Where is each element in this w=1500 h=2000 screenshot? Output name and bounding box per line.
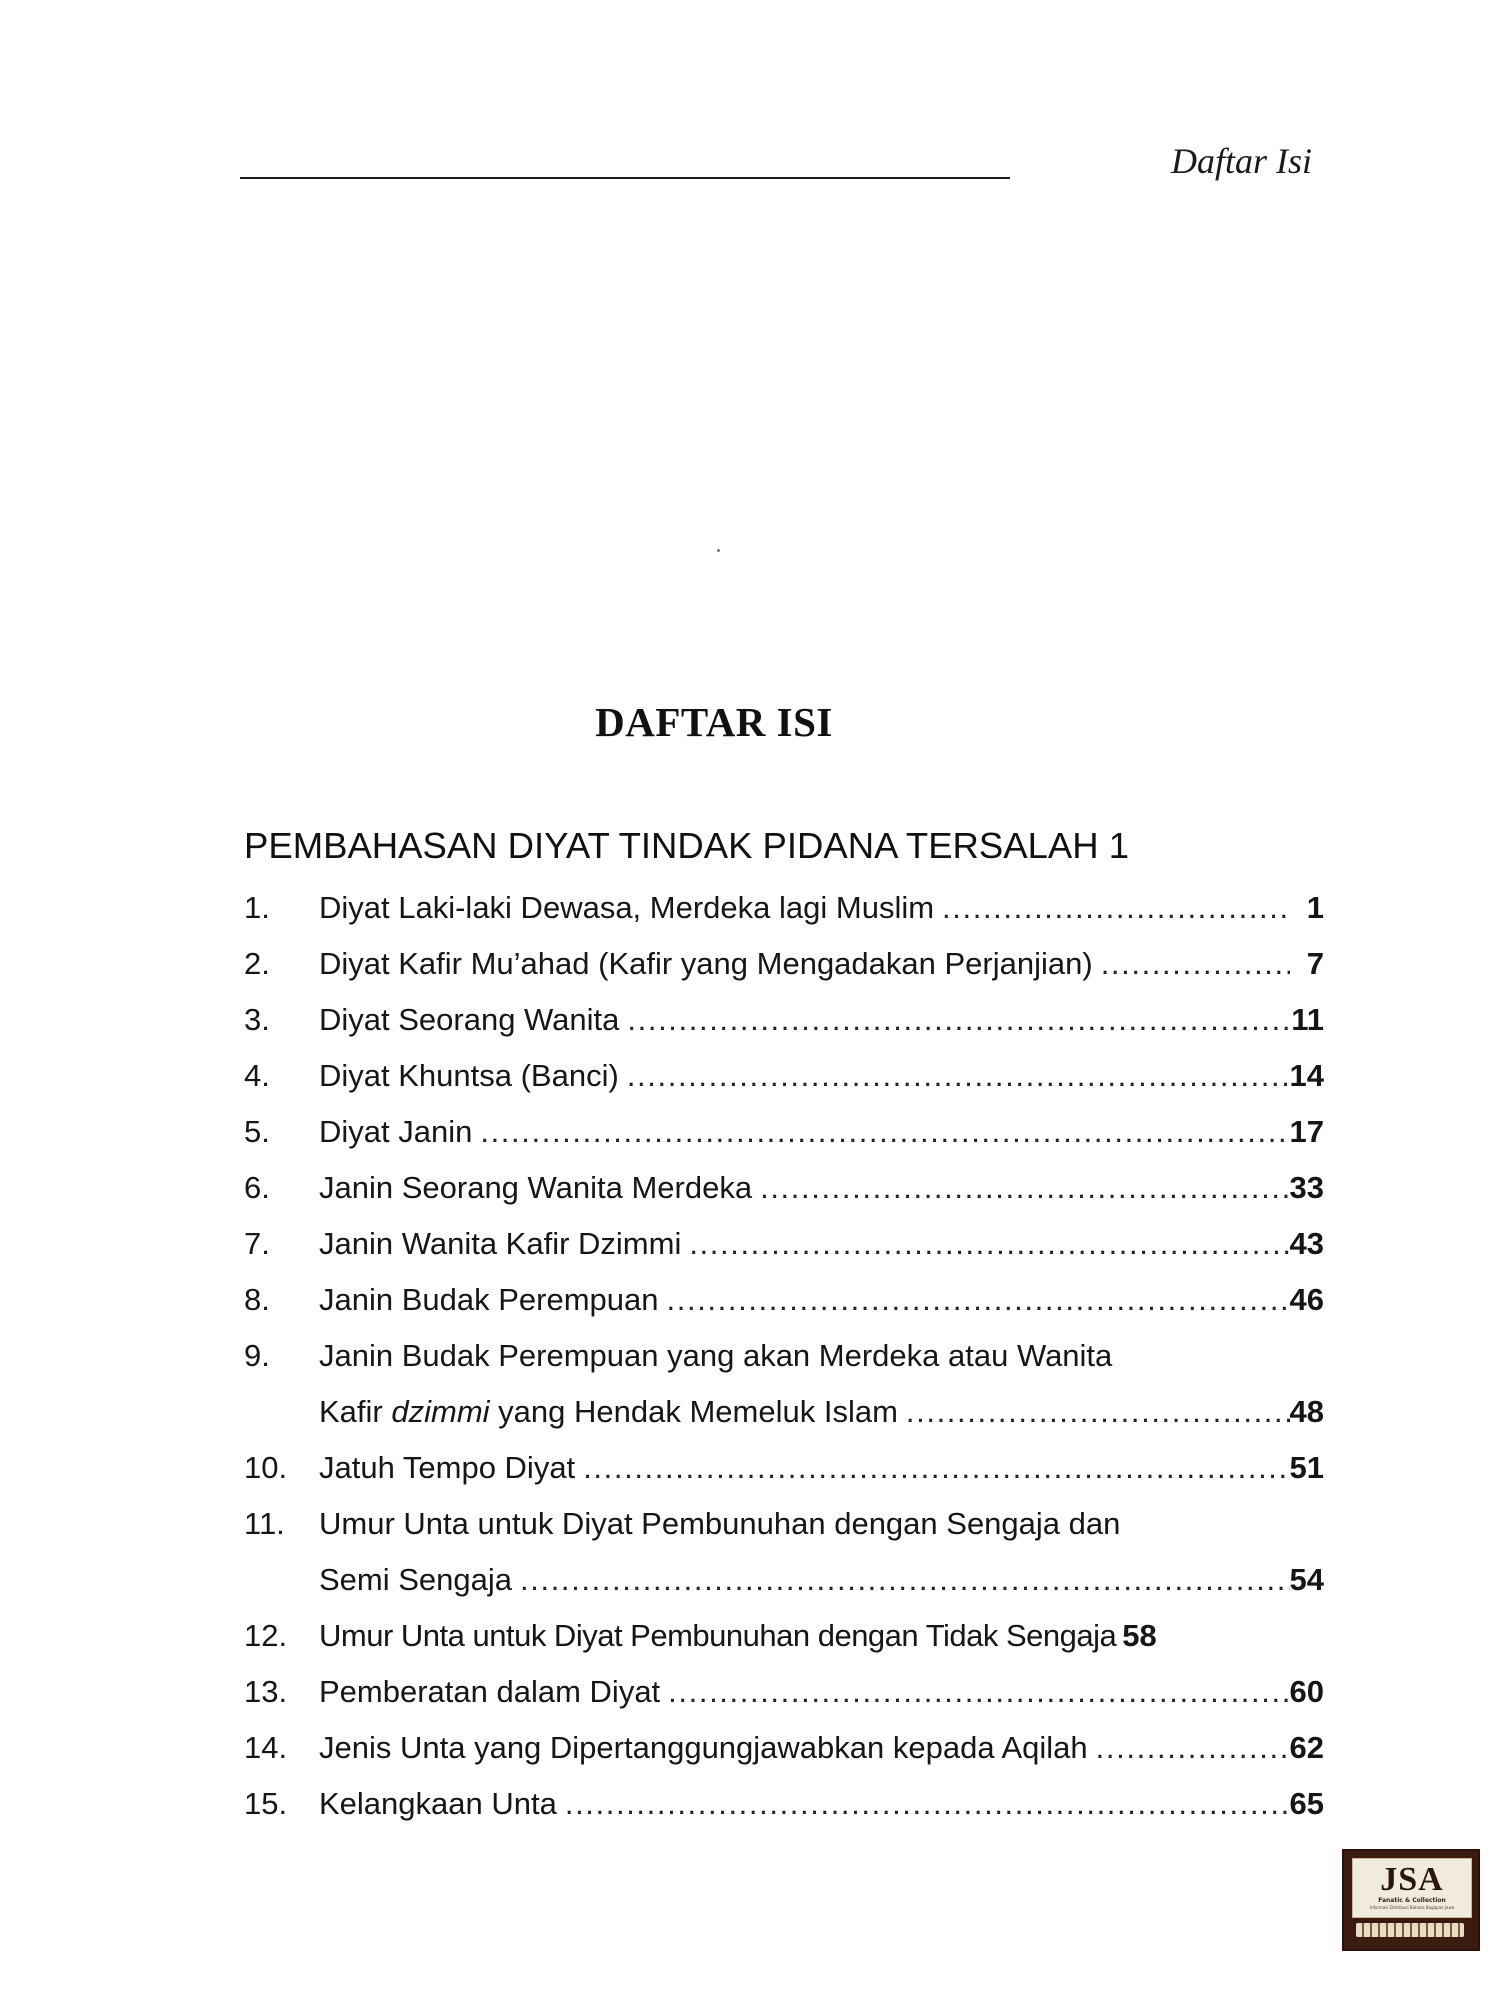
toc-entry-number: 3. xyxy=(244,1002,270,1037)
toc-entry-number: 13. xyxy=(244,1674,288,1709)
toc-entry-1[interactable] xyxy=(244,880,1324,936)
dot-leader xyxy=(472,1104,1289,1160)
toc-page-number: 51 xyxy=(1289,1450,1324,1485)
toc-entry-15[interactable] xyxy=(244,1776,1324,1832)
dot-leader xyxy=(512,1552,1290,1608)
toc-entry-number: 6. xyxy=(244,1170,270,1205)
dot-leader xyxy=(752,1160,1289,1216)
table-of-contents xyxy=(244,880,1324,1832)
keyboard-icon xyxy=(1356,1923,1464,1937)
dot-leader xyxy=(660,1664,1289,1720)
toc-entry-title: Janin Wanita Kafir Dzimmi xyxy=(319,1226,682,1261)
toc-text-segment: Kafir xyxy=(319,1394,383,1429)
toc-page-number: 7 xyxy=(1306,946,1324,981)
toc-page-number: 46 xyxy=(1289,1282,1324,1317)
toc-page-number: 62 xyxy=(1289,1730,1324,1765)
logo-tagline: Fanatic & Collection xyxy=(1378,1897,1446,1904)
toc-entry-title-continued: Semi Sengaja xyxy=(319,1562,513,1597)
toc-entry-10[interactable] xyxy=(244,1440,1324,1496)
toc-entry-number: 8. xyxy=(244,1282,270,1317)
toc-entry-title: Jenis Unta yang Dipertanggungjawabkan kepada Aqilah xyxy=(319,1730,1088,1765)
toc-entry-title: Janin Budak Perempuan xyxy=(319,1282,659,1317)
toc-entry-number: 4. xyxy=(244,1058,270,1093)
toc-entry-number: 10. xyxy=(244,1450,288,1485)
toc-entry-number: 14. xyxy=(244,1730,288,1765)
dot-leader xyxy=(557,1776,1290,1832)
running-head xyxy=(240,140,1312,190)
toc-entry-12[interactable] xyxy=(244,1608,1324,1664)
toc-entry-title: Umur Unta untuk Diyat Pembunuhan dengan Sengaja dan xyxy=(319,1506,1121,1541)
toc-page-number: 14 xyxy=(1289,1058,1324,1093)
toc-entry-4[interactable] xyxy=(244,1048,1324,1104)
toc-entry-title: Diyat Janin xyxy=(319,1114,473,1149)
toc-entry-title: Umur Unta untuk Diyat Pembunuhan dengan Tidak Sengaja xyxy=(319,1618,1117,1653)
toc-entry-9[interactable] xyxy=(244,1328,1324,1440)
jsa-logo xyxy=(1342,1849,1480,1951)
toc-entry-title: Pemberatan dalam Diyat xyxy=(319,1674,661,1709)
toc-entry-title: Diyat Kafir Mu’ahad (Kafir yang Mengadakan Perjanjian) xyxy=(319,946,1093,981)
toc-page-number: 1 xyxy=(1306,890,1324,925)
dot-leader xyxy=(898,1384,1290,1440)
toc-entry-14[interactable] xyxy=(244,1720,1324,1776)
toc-entry-7[interactable] xyxy=(244,1216,1324,1272)
toc-entry-8[interactable] xyxy=(244,1272,1324,1328)
toc-entry-6[interactable] xyxy=(244,1160,1324,1216)
toc-entry-title: Janin Budak Perempuan yang akan Merdeka atau Wanita xyxy=(319,1338,1113,1373)
running-head-title: Daftar Isi xyxy=(1170,141,1312,181)
toc-entry-5[interactable] xyxy=(244,1104,1324,1160)
logo-mark: JSA xyxy=(1380,1861,1444,1898)
toc-entry-number: 12. xyxy=(244,1618,288,1653)
toc-entry-title: Diyat Khuntsa (Banci) xyxy=(319,1058,619,1093)
toc-page-number: 65 xyxy=(1289,1786,1324,1821)
toc-page-number: 60 xyxy=(1289,1674,1324,1709)
dot-leader xyxy=(619,992,1290,1048)
toc-entry-number: 9. xyxy=(244,1338,270,1373)
dot-leader xyxy=(575,1440,1289,1496)
toc-entry-3[interactable] xyxy=(244,992,1324,1048)
logo-plate xyxy=(1352,1858,1472,1918)
toc-entry-number: 5. xyxy=(244,1114,270,1149)
dot-leader xyxy=(934,880,1290,936)
toc-page-number: 43 xyxy=(1289,1226,1324,1261)
toc-page-number: 54 xyxy=(1289,1562,1324,1597)
toc-page-number: 17 xyxy=(1289,1114,1324,1149)
toc-page-number: 58 xyxy=(1122,1618,1157,1653)
toc-entry-title: Diyat Laki-laki Dewasa, Merdeka lagi Muslim xyxy=(319,890,935,925)
toc-entry-11[interactable] xyxy=(244,1496,1324,1608)
toc-page-number: 11 xyxy=(1291,1002,1324,1037)
toc-entry-title: Kelangkaan Unta xyxy=(319,1786,557,1821)
dot-leader xyxy=(681,1216,1289,1272)
toc-entry-title: Jatuh Tempo Diyat xyxy=(319,1450,576,1485)
toc-page-number: 33 xyxy=(1289,1170,1324,1205)
toc-entry-number: 11. xyxy=(244,1506,285,1541)
toc-entry-number: 15. xyxy=(244,1786,288,1821)
dot-leader xyxy=(1088,1720,1290,1776)
logo-subline: Informasi Distribusi Bahasa Bagapan Jawa xyxy=(1369,1905,1455,1910)
toc-entry-title: Janin Seorang Wanita Merdeka xyxy=(319,1170,753,1205)
toc-entry-13[interactable] xyxy=(244,1664,1324,1720)
toc-text-segment: yang Hendak Memeluk Islam xyxy=(498,1394,898,1429)
toc-entry-number: 1. xyxy=(244,890,270,925)
toc-entry-2[interactable] xyxy=(244,936,1324,992)
dot-leader xyxy=(659,1272,1290,1328)
page-title: DAFTAR ISI xyxy=(595,699,833,745)
toc-entry-title: Diyat Seorang Wanita xyxy=(319,1002,620,1037)
header-rule xyxy=(240,177,1010,179)
dot-leader xyxy=(1093,936,1290,992)
toc-entry-number: 7. xyxy=(244,1226,270,1261)
toc-entry-number: 2. xyxy=(244,946,270,981)
toc-entry-title-continued xyxy=(319,1384,898,1440)
dot-leader xyxy=(619,1048,1290,1104)
scan-speck xyxy=(717,549,720,552)
toc-italic-term: dzimmi xyxy=(391,1394,490,1429)
section-heading: PEMBAHASAN DIYAT TINDAK PIDANA TERSALAH 1 xyxy=(244,825,1130,866)
toc-page-number: 48 xyxy=(1289,1394,1324,1429)
